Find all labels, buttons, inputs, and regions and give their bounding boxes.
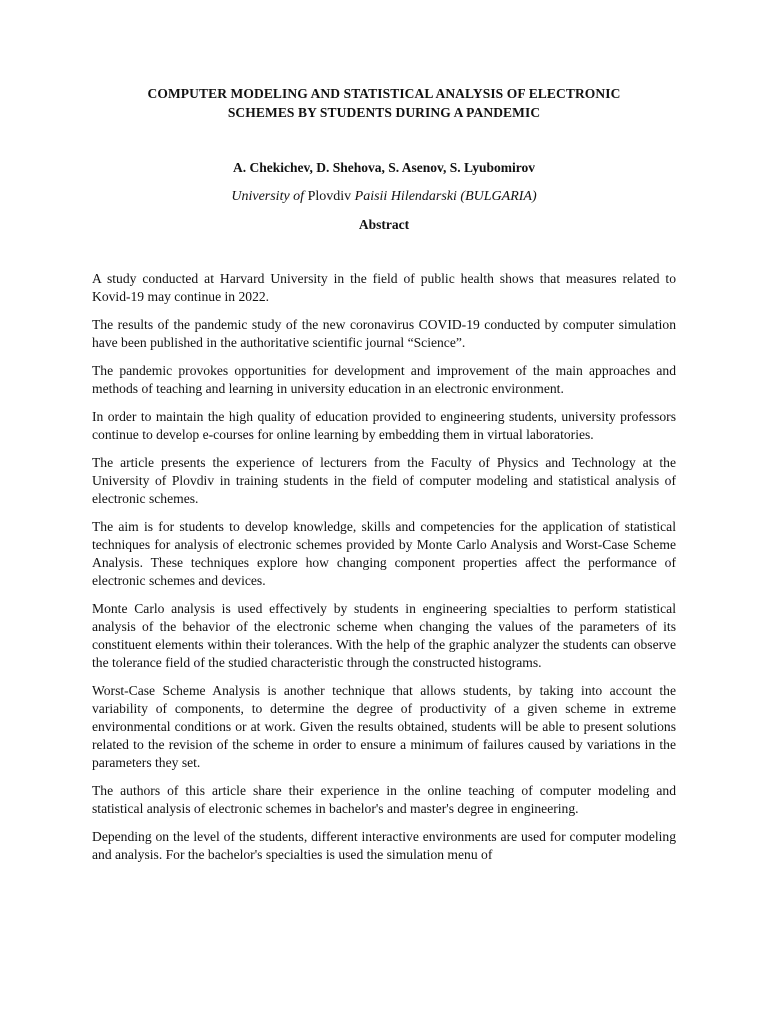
abstract-paragraph: The pandemic provokes opportunities for development and improvement of the main approaches and methods of teaching and learning in university education in an electronic environment.: [92, 363, 676, 396]
abstract-paragraph: Depending on the level of the students, different interactive environments are used for computer modeling and analysis. For the bachelor's specialties is used the simulation menu of: [92, 829, 676, 862]
affiliation-university: University of: [231, 189, 308, 204]
abstract-body: [92, 270, 676, 874]
author-list: A. Chekichev, D. Shehova, S. Asenov, S. Lyubomirov: [232, 160, 536, 175]
abstract-paragraph: Worst-Case Scheme Analysis is another technique that allows students, by taking into account the variability of components, to determine the degree of productivity of a given scheme in extreme environmental conditions or at work. Given the results obtained, students will be able to present solutions related to the revision of the scheme in order to ensure a minimum of failures caused by variations in the parameters they set.: [92, 683, 676, 770]
abstract-paragraph: Monte Carlo analysis is used effectively by students in engineering specialties to perform statistical analysis of the behavior of the electronic scheme when changing the values of the parameters of its constituent elements within their tolerances. With the help of the graphic analyzer the students can observe the tolerance field of the studied characteristic through the constructed histograms.: [92, 601, 676, 670]
abstract-heading: Abstract: [358, 217, 410, 232]
affiliation-name-country: Paisii Hilendarski (BULGARIA): [354, 189, 537, 204]
abstract-paragraph: The aim is for students to develop knowledge, skills and competencies for the application of statistical techniques for analysis of electronic schemes provided by Monte Carlo Analysis and Worst-Case Scheme Analysis. These techniques explore how changing component properties affect the performance of electronic schemes and devices.: [92, 519, 676, 588]
abstract-paragraph: In order to maintain the high quality of education provided to engineering students, university professors continue to develop e-courses for online learning by embedding them in virtual laboratories.: [92, 409, 676, 442]
abstract-paragraph: The authors of this article share their experience in the online teaching of computer modeling and statistical analysis of electronic schemes in bachelor's and master's degree in engineering.: [92, 783, 676, 816]
paper-title: [92, 84, 676, 122]
affiliation-city: Plovdiv: [307, 189, 355, 204]
abstract-paragraph: The article presents the experience of lecturers from the Faculty of Physics and Technology at the University of Plovdiv in training students in the field of computer modeling and statistical analysis of electronic schemes.: [92, 455, 676, 506]
paper-title-line-1: COMPUTER MODELING AND STATISTICAL ANALYSIS OF ELECTRONIC: [147, 86, 621, 101]
paper-title-line-2: SCHEMES BY STUDENTS DURING A PANDEMIC: [227, 105, 541, 120]
abstract-paragraph: A study conducted at Harvard University in the field of public health shows that measures related to Kovid-19 may continue in 2022.: [92, 271, 676, 304]
affiliation: [92, 187, 676, 206]
abstract-paragraph: The results of the pandemic study of the new coronavirus COVID-19 conducted by computer simulation have been published in the authoritative scientific journal “Science”.: [92, 317, 676, 350]
